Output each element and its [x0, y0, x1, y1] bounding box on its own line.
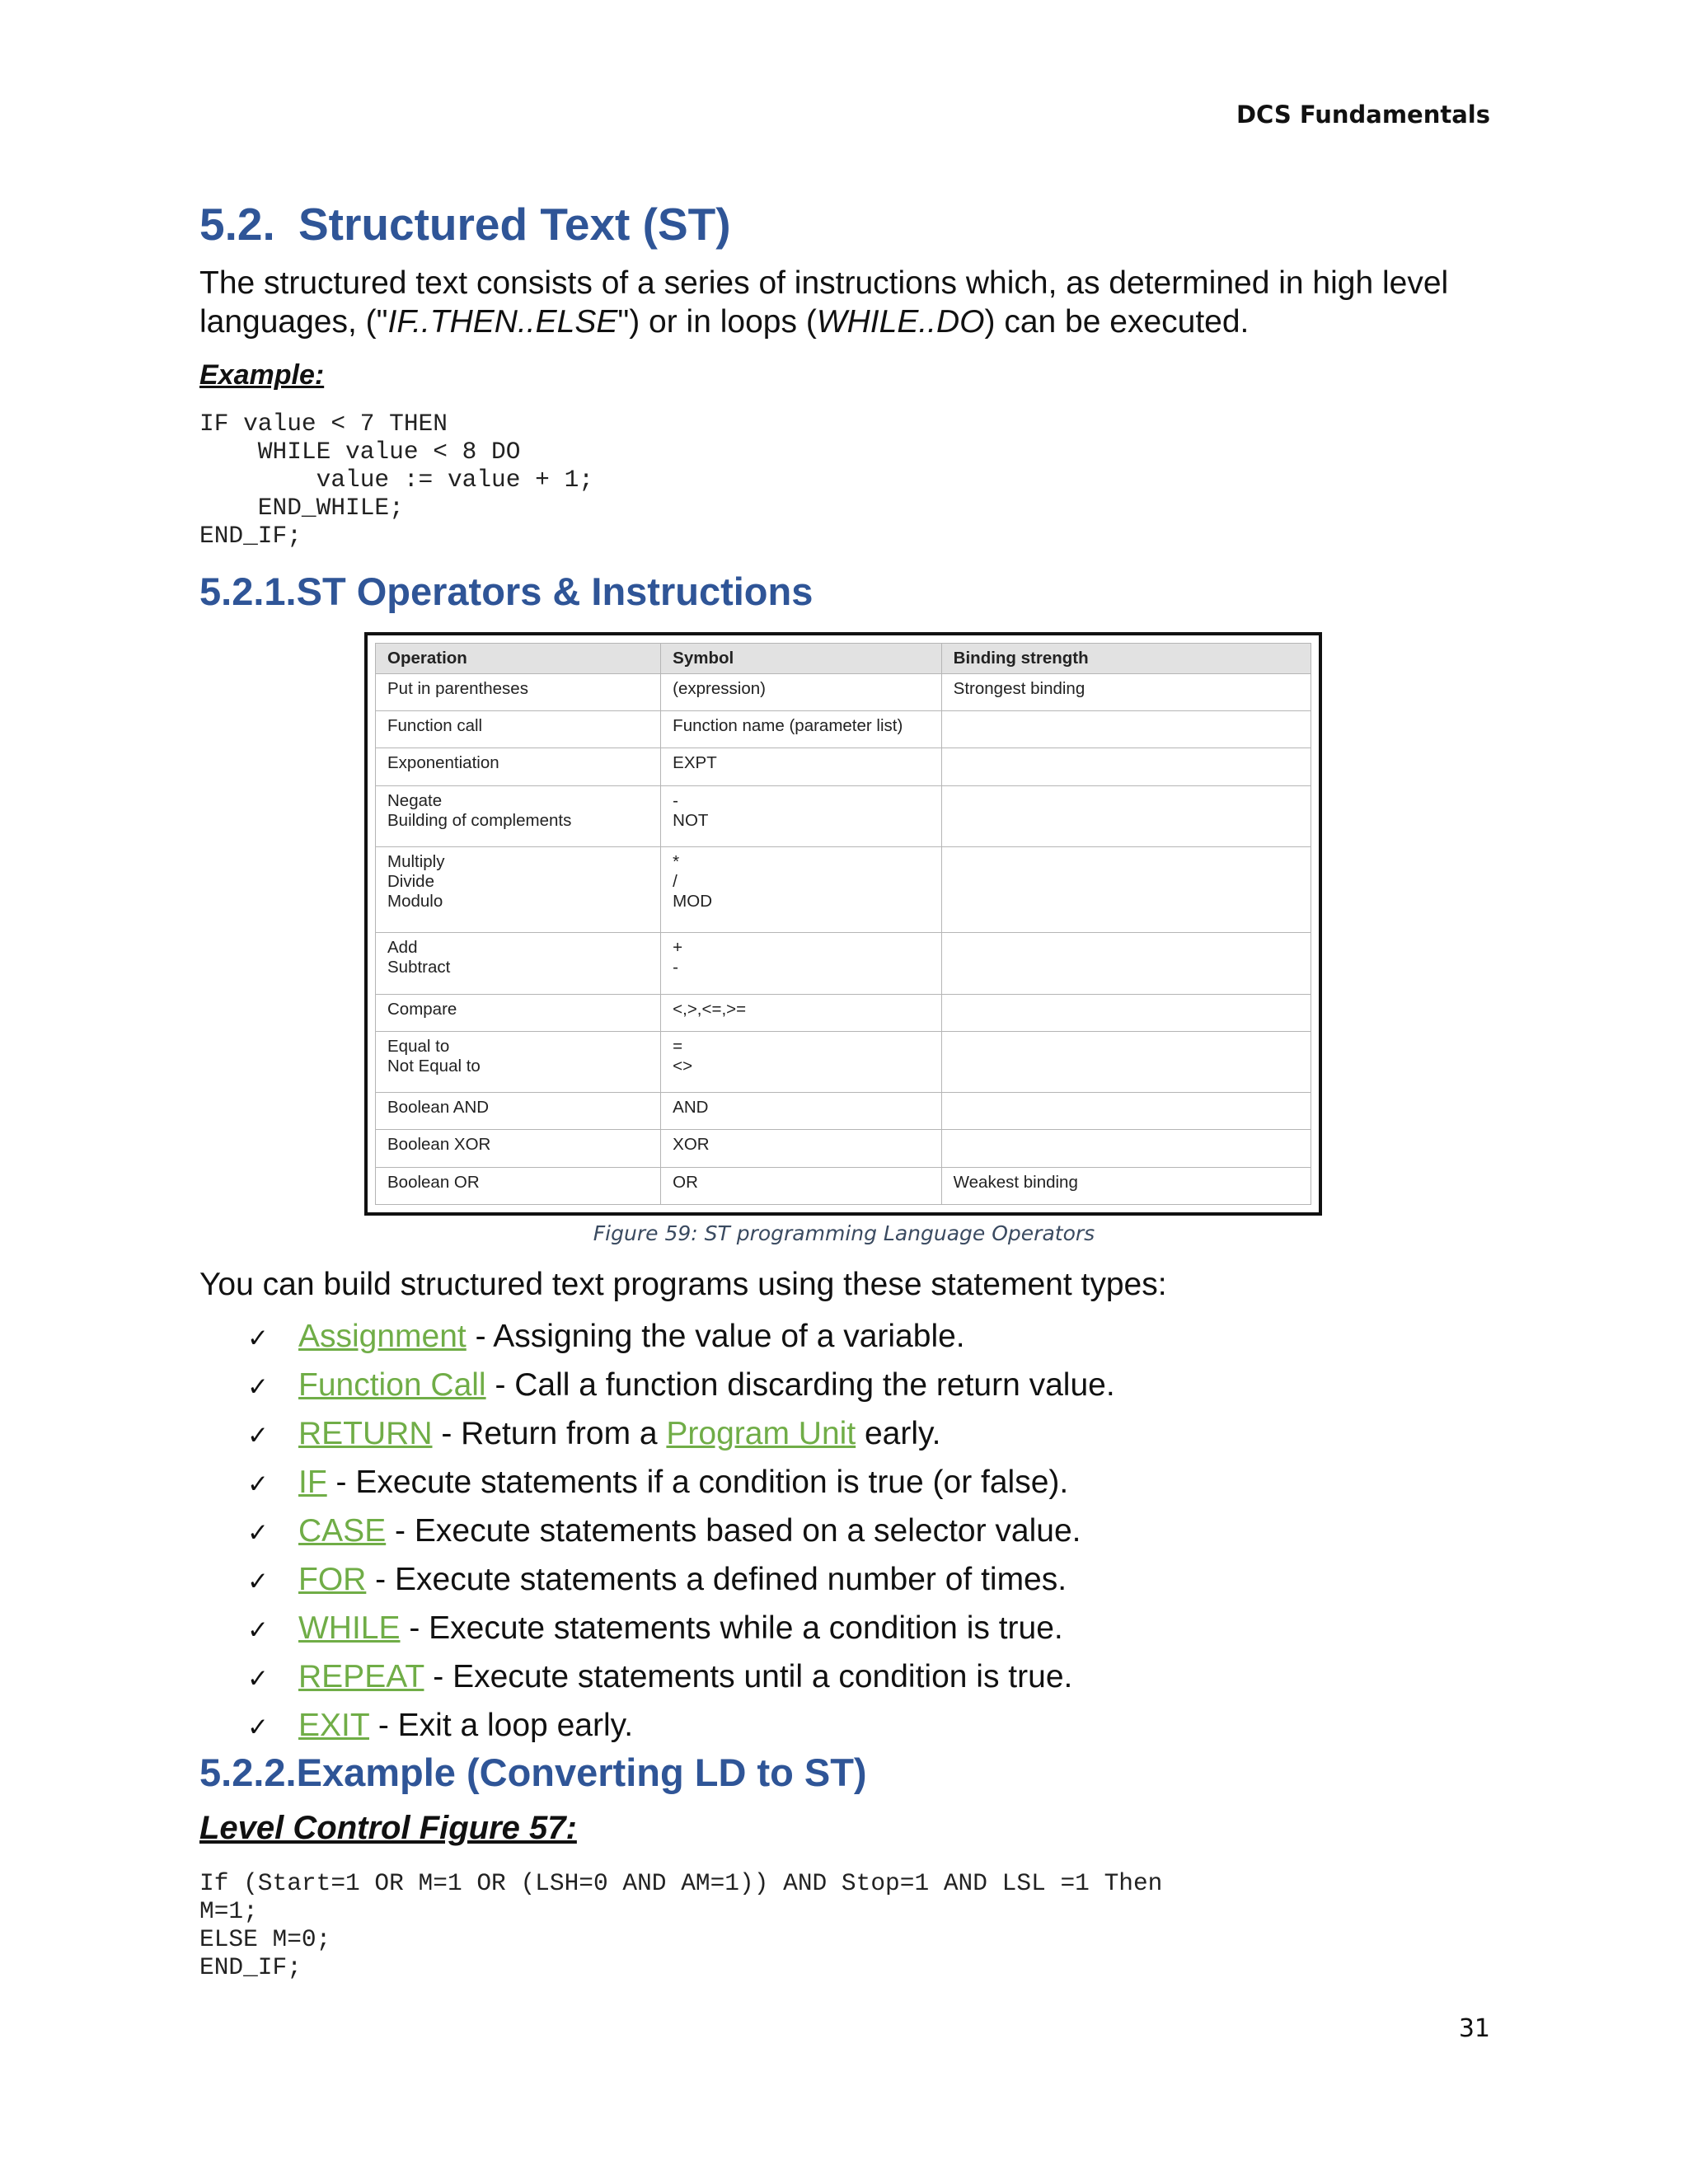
statement-link[interactable]: Function Call — [298, 1367, 486, 1403]
table-row — [376, 1130, 1311, 1167]
intro-italic-2: WHILE..DO — [816, 304, 985, 340]
table-cell: Multiply Divide Modulo — [376, 847, 661, 933]
program-unit-link[interactable]: Program Unit — [666, 1416, 856, 1451]
table-cell — [941, 711, 1311, 748]
table-row — [376, 933, 1311, 995]
statement-description: - Assigning the value of a variable. — [466, 1319, 965, 1354]
statement-description: - Execute statements based on a selector value. — [386, 1513, 1081, 1549]
table-cell: (expression) — [661, 674, 942, 711]
table-cell — [941, 1093, 1311, 1130]
intro-italic-1: IF..THEN..ELSE — [387, 304, 618, 340]
table-body — [376, 674, 1311, 1205]
subsection-heading-example: 5.2.2.Example (Converting LD to ST) — [199, 1750, 867, 1794]
table-row — [376, 1167, 1311, 1204]
table-row — [376, 847, 1311, 933]
intro-paragraph — [199, 264, 1502, 341]
example-code-block: IF value < 7 THEN WHILE value < 8 DO value := value + 1; END_WHILE; END_IF; — [199, 410, 593, 550]
table-header-cell: Operation — [376, 644, 661, 674]
table-cell — [941, 1130, 1311, 1167]
table-cell — [941, 933, 1311, 995]
table-cell: AND — [661, 1093, 942, 1130]
checkmark-icon: ✓ — [247, 1421, 269, 1451]
statement-types-lead: You can build structured text programs using these statement types: — [199, 1267, 1167, 1302]
checkmark-icon: ✓ — [247, 1664, 269, 1694]
checkmark-icon: ✓ — [247, 1518, 269, 1548]
table-cell: Function call — [376, 711, 661, 748]
table-cell: OR — [661, 1167, 942, 1204]
section-heading — [199, 198, 731, 251]
table-cell: Strongest binding — [941, 674, 1311, 711]
operators-table — [375, 643, 1311, 1205]
figure-caption: Figure 59: ST programming Language Operators — [593, 1221, 1095, 1245]
statement-link[interactable]: EXIT — [298, 1708, 369, 1743]
statement-description: - Execute statements a defined number of times. — [366, 1562, 1067, 1597]
list-item — [247, 1609, 1115, 1657]
checkmark-icon: ✓ — [247, 1567, 269, 1596]
statement-description: - Call a function discarding the return value. — [485, 1367, 1115, 1403]
list-item — [247, 1463, 1115, 1511]
table-cell: Boolean XOR — [376, 1130, 661, 1167]
table-header-cell: Symbol — [661, 644, 942, 674]
operators-table-figure — [364, 632, 1322, 1216]
table-header-cell: Binding strength — [941, 644, 1311, 674]
statement-link[interactable]: WHILE — [298, 1610, 401, 1646]
table-cell: Boolean OR — [376, 1167, 661, 1204]
subsection-heading-operators: 5.2.1.ST Operators & Instructions — [199, 569, 814, 613]
table-header-row — [376, 644, 1311, 674]
table-cell: = <> — [661, 1031, 942, 1093]
statement-link[interactable]: CASE — [298, 1513, 387, 1549]
statement-description: - Exit a loop early. — [368, 1708, 634, 1743]
intro-text-2: ") or in loops ( — [617, 304, 817, 340]
level-control-code-block: If (Start=1 OR M=1 OR (LSH=0 AND AM=1)) AND Stop=1 AND LSL =1 Then M=1; ELSE M=0; END_IF; — [199, 1869, 1163, 1981]
table-cell: <,>,<=,>= — [661, 994, 942, 1031]
table-cell — [941, 1031, 1311, 1093]
table-cell: + - — [661, 933, 942, 995]
running-header: DCS Fundamentals — [1236, 101, 1490, 129]
table-cell: Boolean AND — [376, 1093, 661, 1130]
table-cell — [941, 748, 1311, 785]
intro-text-1: The structured text consists of a series of instructions which, as determined in high level languages, (" — [199, 265, 1449, 340]
table-cell — [941, 847, 1311, 933]
table-cell: Function name (parameter list) — [661, 711, 942, 748]
checkmark-icon: ✓ — [247, 1324, 269, 1353]
example-label: Example: — [199, 359, 325, 391]
statement-link[interactable]: IF — [298, 1465, 327, 1500]
table-cell: Add Subtract — [376, 933, 661, 995]
list-item — [247, 1366, 1115, 1414]
table-cell: Equal to Not Equal to — [376, 1031, 661, 1093]
checkmark-icon: ✓ — [247, 1372, 269, 1402]
table-row — [376, 674, 1311, 711]
list-item — [247, 1706, 1115, 1744]
table-cell: Negate Building of complements — [376, 785, 661, 847]
checkmark-icon: ✓ — [247, 1713, 269, 1742]
list-item — [247, 1414, 1115, 1463]
table-cell: XOR — [661, 1130, 942, 1167]
page-number: 31 — [1458, 2014, 1490, 2043]
checkmark-icon: ✓ — [247, 1615, 269, 1645]
list-item — [247, 1511, 1115, 1560]
table-cell — [941, 785, 1311, 847]
table-cell: Put in parentheses — [376, 674, 661, 711]
table-cell: Compare — [376, 994, 661, 1031]
statement-description: - Return from a — [432, 1416, 667, 1451]
list-item — [247, 1317, 1115, 1366]
section-number: 5.2. — [199, 199, 275, 250]
statement-description: - Execute statements until a condition is true. — [424, 1659, 1073, 1694]
section-title: Structured Text (ST) — [298, 199, 731, 250]
table-row — [376, 785, 1311, 847]
level-control-label: Level Control Figure 57: — [199, 1810, 577, 1846]
checkmark-icon: ✓ — [247, 1469, 269, 1499]
table-row — [376, 1031, 1311, 1093]
table-row — [376, 711, 1311, 748]
statement-types-list — [247, 1317, 1115, 1744]
statement-link[interactable]: REPEAT — [298, 1659, 424, 1694]
table-row — [376, 748, 1311, 785]
table-cell: Exponentiation — [376, 748, 661, 785]
table-cell: EXPT — [661, 748, 942, 785]
statement-description: - Execute statements if a condition is true (or false). — [326, 1465, 1069, 1500]
statement-description: - Execute statements while a condition is true. — [400, 1610, 1063, 1646]
list-item — [247, 1657, 1115, 1706]
statement-description-tail: early. — [856, 1416, 941, 1451]
list-item — [247, 1560, 1115, 1609]
table-row — [376, 994, 1311, 1031]
table-cell: Weakest binding — [941, 1167, 1311, 1204]
table-cell: - NOT — [661, 785, 942, 847]
table-row — [376, 1093, 1311, 1130]
statement-link[interactable]: Assignment — [298, 1319, 467, 1354]
statement-link[interactable]: RETURN — [298, 1416, 433, 1451]
table-cell: * / MOD — [661, 847, 942, 933]
statement-link[interactable]: FOR — [298, 1562, 367, 1597]
table-cell — [941, 994, 1311, 1031]
intro-text-3: ) can be executed. — [984, 304, 1250, 340]
